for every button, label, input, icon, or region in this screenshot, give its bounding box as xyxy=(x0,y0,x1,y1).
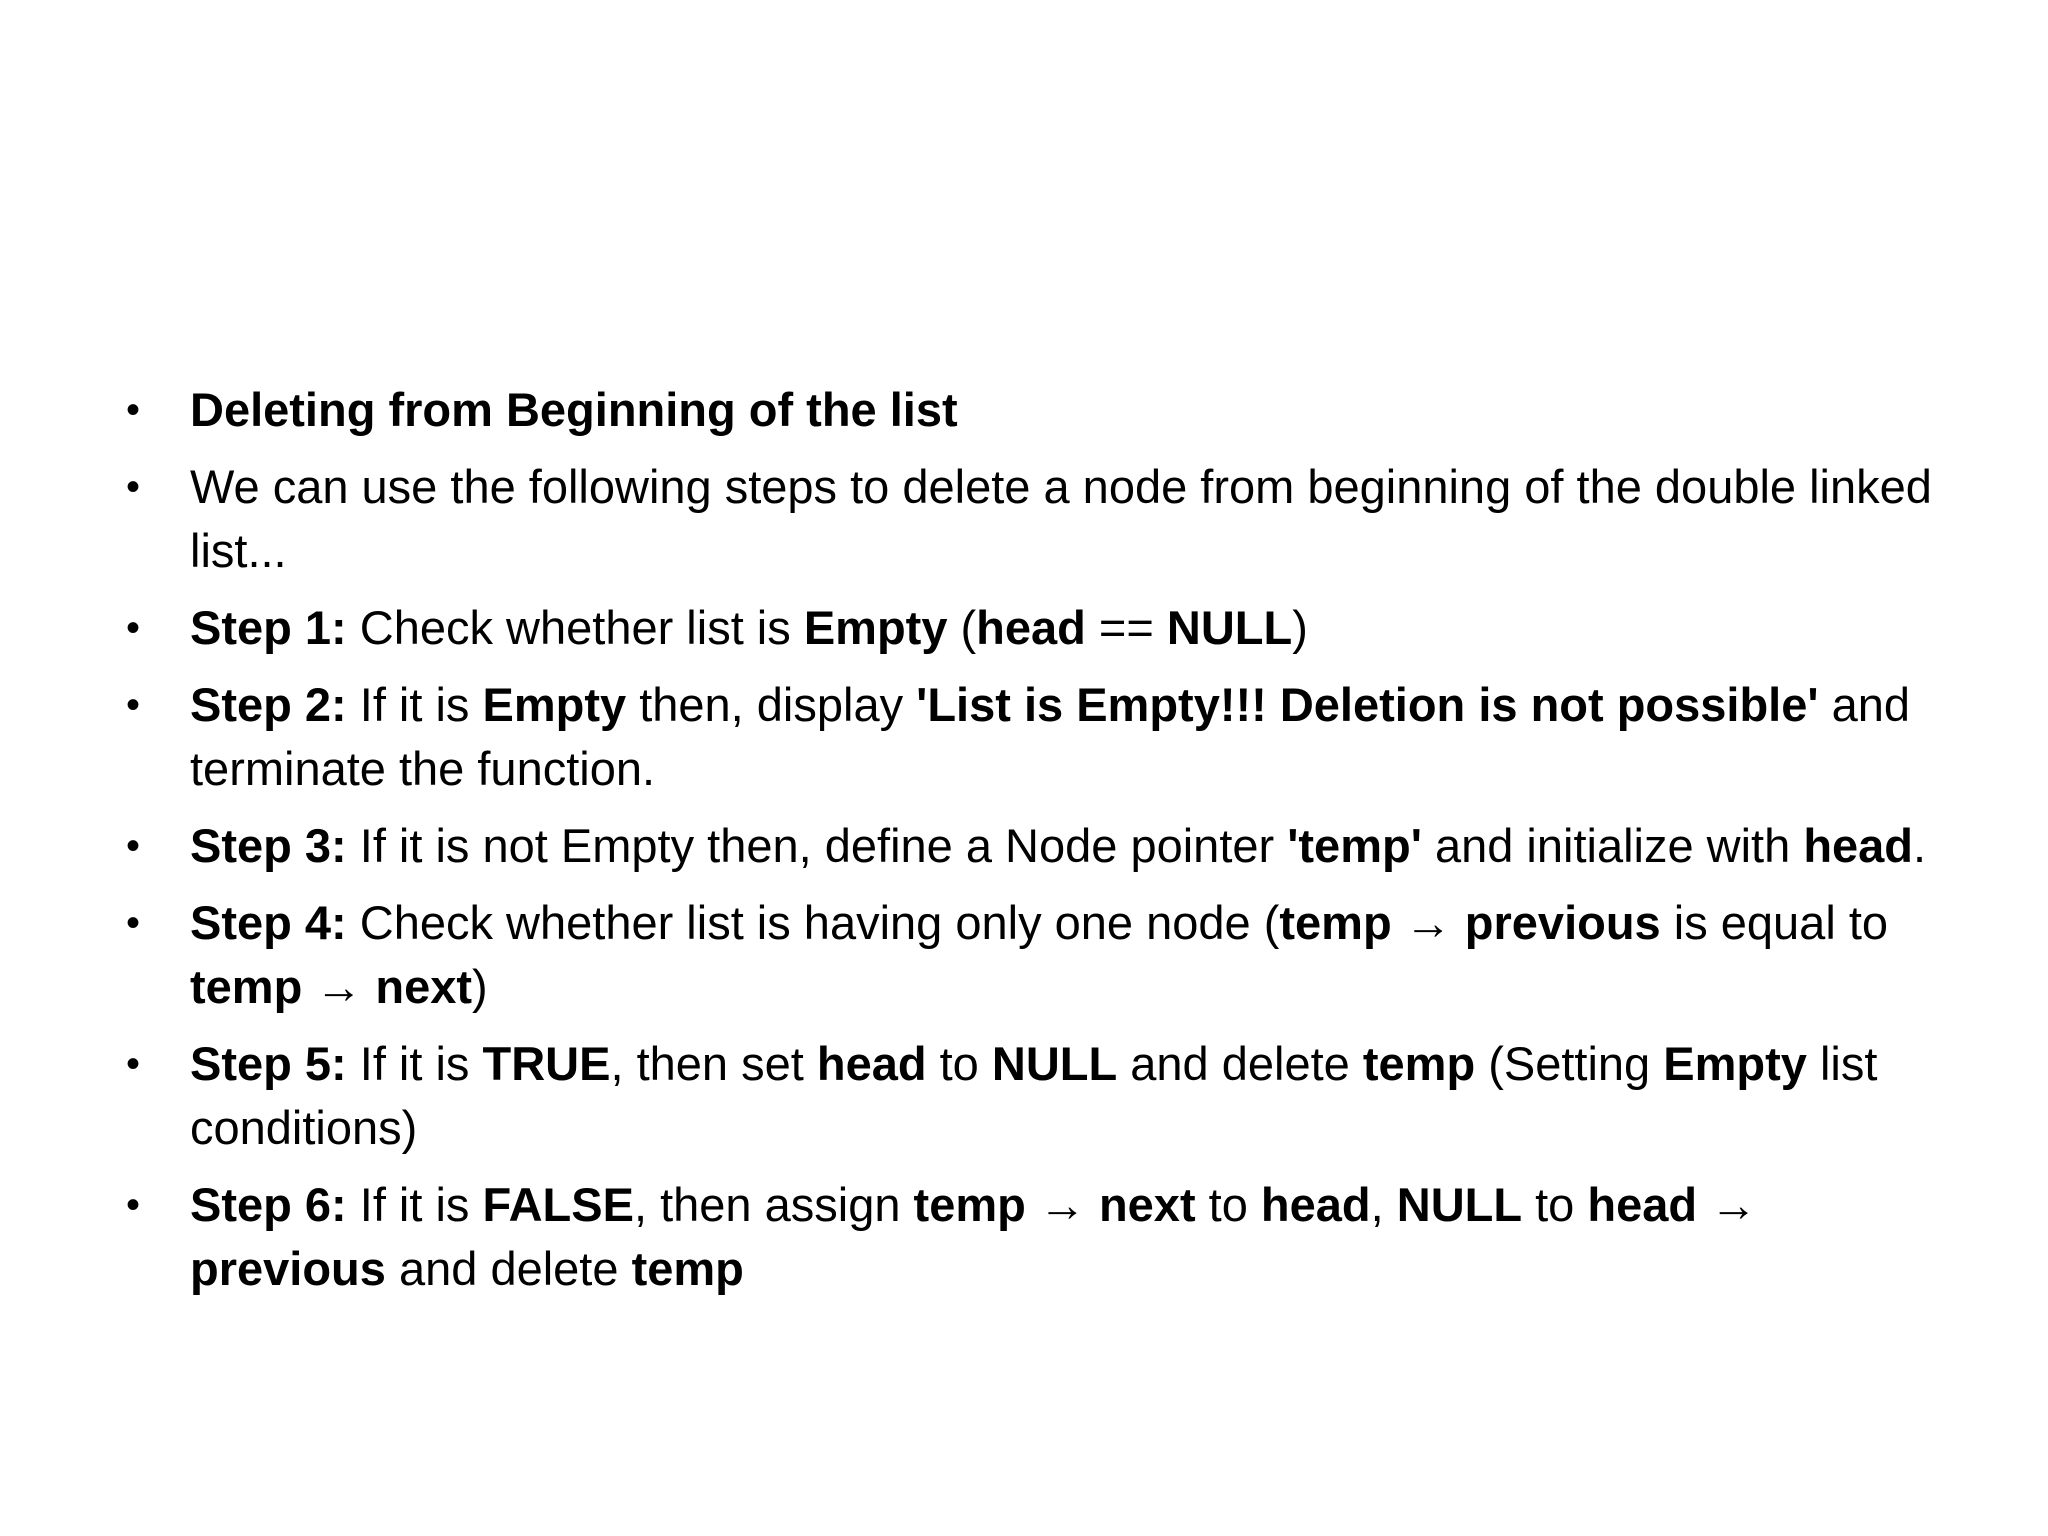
text: to xyxy=(926,1037,992,1090)
bullet-item-heading xyxy=(122,378,1952,442)
bold-text: Step 3: xyxy=(190,819,347,872)
bold-text: NULL xyxy=(1396,1178,1523,1231)
bullet-icon: • xyxy=(126,824,141,868)
bold-text: 'List is Empty!!! Deletion is not possible' xyxy=(916,678,1819,731)
bullet-icon: • xyxy=(126,606,141,650)
bold-text: temp xyxy=(631,1242,744,1295)
text: to xyxy=(1195,1178,1261,1231)
bold-text: Step 4: xyxy=(190,896,347,949)
bold-text: Step 5: xyxy=(190,1037,347,1090)
text: If it is xyxy=(346,1037,483,1090)
text: is equal to xyxy=(1660,896,1889,949)
text: , then set xyxy=(610,1037,817,1090)
bold-text: FALSE xyxy=(482,1178,634,1231)
bold-text: temp → next xyxy=(913,1178,1196,1231)
text: . xyxy=(1913,819,1927,872)
text: to xyxy=(1522,1178,1588,1231)
text: Check whether list is having only one node ( xyxy=(346,896,1280,949)
bullet-icon: • xyxy=(126,683,141,727)
bullet-item-step-3 xyxy=(122,814,1952,878)
bullet-item-intro xyxy=(122,455,1952,583)
text: then, display xyxy=(626,678,917,731)
text: ) xyxy=(1292,601,1308,654)
bullet-list xyxy=(122,378,1952,1314)
text: == xyxy=(1085,601,1167,654)
text: If it is xyxy=(346,1178,483,1231)
bullet-icon: • xyxy=(126,1042,141,1086)
bold-text: Empty xyxy=(1663,1037,1807,1090)
bold-text: Empty xyxy=(803,601,948,654)
bold-text: NULL xyxy=(991,1037,1118,1090)
bold-text: NULL xyxy=(1166,601,1293,654)
bullet-item-step-4 xyxy=(122,891,1952,1019)
text: ( xyxy=(947,601,977,654)
text: and terminate the function. xyxy=(190,678,1911,795)
bullet-icon: • xyxy=(126,465,141,509)
bullet-item-step-2 xyxy=(122,673,1952,801)
text: , xyxy=(1370,1178,1397,1231)
bullet-item-step-5 xyxy=(122,1032,1952,1160)
bullet-icon: • xyxy=(126,388,141,432)
bold-text: head xyxy=(1803,819,1914,872)
text: , then assign xyxy=(633,1178,914,1231)
bold-text: head → previous xyxy=(190,1178,1758,1295)
text: We can use the following steps to delete a node from beginning of the double linked list... xyxy=(190,460,1932,577)
bold-text: Deleting from Beginning of the list xyxy=(190,383,958,436)
bold-text: Empty xyxy=(482,678,627,731)
bold-text: temp → next xyxy=(190,960,473,1013)
bold-text: TRUE xyxy=(482,1037,611,1090)
bold-text: Step 1: xyxy=(190,601,347,654)
text: and initialize with xyxy=(1421,819,1804,872)
bold-text: 'temp' xyxy=(1287,819,1422,872)
bold-text: temp xyxy=(1362,1037,1476,1090)
bold-text: head xyxy=(816,1037,927,1090)
bold-text: head xyxy=(1260,1178,1371,1231)
bullet-icon: • xyxy=(126,1183,141,1227)
bullet-icon: • xyxy=(126,901,141,945)
text: (Setting xyxy=(1475,1037,1664,1090)
text: list conditions) xyxy=(190,1037,1878,1154)
bold-text: head xyxy=(976,601,1086,654)
bullet-item-step-6 xyxy=(122,1173,1952,1301)
bold-text: temp → previous xyxy=(1279,896,1661,949)
text: If it is xyxy=(346,678,483,731)
bullet-item-step-1 xyxy=(122,596,1952,660)
bold-text: Step 6: xyxy=(190,1178,347,1231)
text: Check whether list is xyxy=(346,601,804,654)
text: ) xyxy=(472,960,488,1013)
text: If it is not Empty then, define a Node pointer xyxy=(346,819,1288,872)
text: and delete xyxy=(1117,1037,1363,1090)
text: and delete xyxy=(385,1242,632,1295)
bold-text: Step 2: xyxy=(190,678,347,731)
